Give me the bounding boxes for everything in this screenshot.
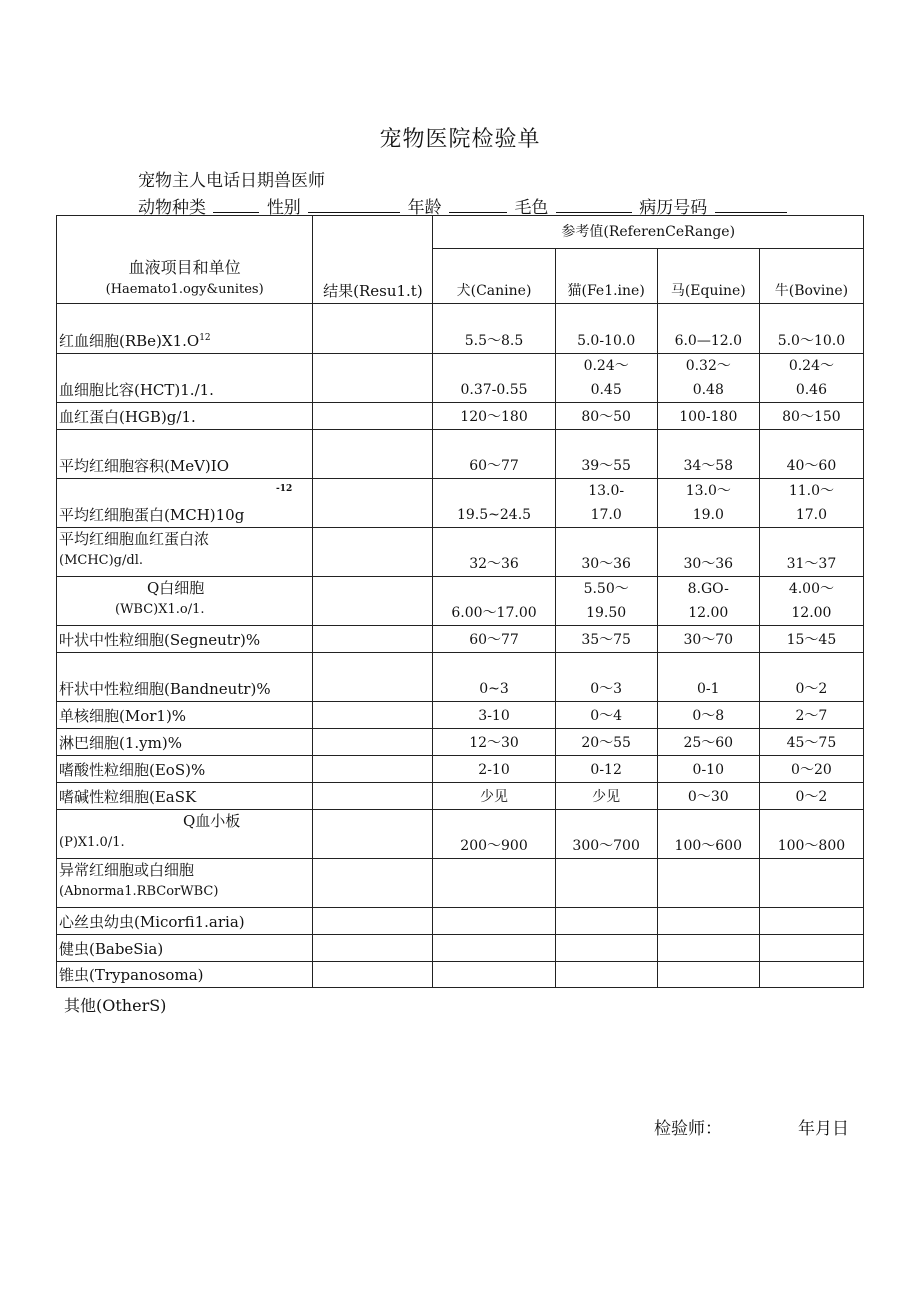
ref-equine-value: 100～600: [674, 838, 742, 854]
result-cell[interactable]: [313, 908, 433, 935]
record-field[interactable]: [715, 196, 787, 213]
ref-equine: [657, 653, 759, 702]
age-label: 年龄: [407, 198, 442, 218]
row-item-name-text: 单核细胞(Mor1)%: [59, 707, 187, 725]
ref-feline: [555, 859, 657, 908]
result-cell[interactable]: [313, 702, 433, 729]
ref-equine: [657, 430, 759, 479]
row-item-name-text: 红血细胞(RBe)X1.O: [59, 332, 200, 350]
ref-feline: [555, 304, 657, 354]
sex-label: 性别: [266, 198, 301, 218]
ref-equine-bottom: 12.00: [688, 605, 729, 621]
result-cell[interactable]: [313, 577, 433, 626]
date-label: 年月日: [798, 1119, 849, 1139]
row-item-name: [57, 962, 313, 988]
ref-bovine: [759, 430, 863, 479]
row-item-name-top: 平均红细胞血红蛋白浓: [59, 530, 210, 548]
ref-equine-value: 30～70: [683, 632, 734, 648]
result-cell[interactable]: [313, 653, 433, 702]
ref-canine: [433, 783, 555, 810]
ref-bovine: [759, 935, 863, 962]
header-item-en: (Haemato1.ogy&unites): [105, 282, 264, 297]
ref-bovine-value: 40～60: [786, 458, 837, 474]
ref-equine: [657, 935, 759, 962]
ref-equine: [657, 479, 759, 528]
table-row: [57, 810, 864, 859]
species-field[interactable]: [213, 196, 259, 213]
header-feline: 猫(Fe1.ine): [555, 249, 657, 304]
result-cell[interactable]: [313, 430, 433, 479]
age-field[interactable]: [449, 196, 507, 213]
ref-feline: [555, 430, 657, 479]
ref-equine: [657, 403, 759, 430]
ref-bovine-value: 5.0～10.0: [777, 333, 846, 349]
result-cell[interactable]: [313, 962, 433, 988]
row-item-name-bottom: (Abnorma1.RBCorWBC): [59, 884, 219, 899]
row-item-name: [57, 577, 313, 626]
ref-equine-bottom: 0.48: [692, 382, 724, 398]
table-row: [57, 908, 864, 935]
row-item-name: [57, 729, 313, 756]
row-item-name-text: 心丝虫幼虫(Micorfi1.aria): [59, 913, 245, 931]
row-item-name: [57, 810, 313, 859]
ref-equine: [657, 304, 759, 354]
ref-bovine: [759, 479, 863, 528]
ref-equine-value: 6.0—12.0: [674, 333, 742, 349]
ref-bovine: [759, 403, 863, 430]
row-item-name-text: 嗜酸性粒细胞(EoS)%: [59, 761, 206, 779]
row-item-name: [57, 756, 313, 783]
ref-bovine-value: 2～7: [795, 708, 828, 724]
ref-feline: [555, 403, 657, 430]
ref-bovine: [759, 702, 863, 729]
ref-feline: [555, 702, 657, 729]
ref-bovine: [759, 729, 863, 756]
row-item-name-top: Q血小板: [183, 812, 241, 830]
ref-feline-value: 少见: [592, 789, 621, 805]
ref-equine: [657, 783, 759, 810]
color-label: 毛色: [514, 198, 549, 218]
row-item-name: [57, 479, 313, 528]
ref-bovine: [759, 908, 863, 935]
ref-bovine: [759, 810, 863, 859]
row-item-name-text: 淋巴细胞(1.ym)%: [59, 734, 182, 752]
ref-equine: [657, 577, 759, 626]
ref-canine: [433, 702, 555, 729]
ref-equine-value: 25～60: [683, 735, 734, 751]
ref-bovine: [759, 304, 863, 354]
ref-bovine-value: 15～45: [786, 632, 837, 648]
ref-equine: [657, 859, 759, 908]
row-item-name: [57, 354, 313, 403]
ref-bovine-top: 11.0～: [788, 483, 834, 499]
ref-feline: [555, 577, 657, 626]
ref-bovine: [759, 626, 863, 653]
ref-equine-value: 0～30: [687, 789, 729, 805]
ref-bovine: [759, 577, 863, 626]
ref-feline-value: 30～36: [581, 556, 631, 572]
row-item-name-text: 锥虫(Trypanosoma): [59, 966, 204, 984]
ref-canine: [433, 430, 555, 479]
ref-canine: [433, 479, 555, 528]
ref-equine: [657, 908, 759, 935]
result-cell[interactable]: [313, 528, 433, 577]
ref-canine: [433, 653, 555, 702]
result-cell[interactable]: [313, 479, 433, 528]
ref-equine-top: 0.32～: [685, 358, 731, 374]
ref-equine: [657, 354, 759, 403]
ref-canine-value: 少见: [480, 789, 509, 805]
header-item-label: 血液项目和单位: [128, 258, 241, 277]
ref-equine: [657, 528, 759, 577]
ref-canine: [433, 354, 555, 403]
ref-bovine-value: 45～75: [786, 735, 837, 751]
ref-canine: [433, 403, 555, 430]
ref-canine: [433, 304, 555, 354]
header-bovine: 牛(Bovine): [759, 249, 863, 304]
ref-canine: [433, 756, 555, 783]
result-cell[interactable]: [313, 783, 433, 810]
ref-bovine: [759, 354, 863, 403]
ref-feline-value: 300～700: [572, 838, 640, 854]
ref-canine-value: 19.5~24.5: [456, 507, 532, 523]
ref-canine: [433, 908, 555, 935]
ref-canine: [433, 577, 555, 626]
ref-bovine-bottom: 0.46: [795, 382, 827, 398]
row-item-name: [57, 403, 313, 430]
ref-feline: [555, 528, 657, 577]
blood-test-table: [56, 215, 864, 988]
ref-bovine-value: 80～150: [782, 409, 841, 425]
record-label: 病历号码: [639, 198, 708, 218]
table-row: [57, 962, 864, 988]
ref-canine: [433, 859, 555, 908]
row-item-name-text: 平均红细胞容积(MeV)IO: [59, 457, 229, 475]
ref-equine-value: 0-10: [692, 762, 724, 778]
header-equine: 马(Equine): [657, 249, 759, 304]
ref-feline-top: 0.24～: [583, 358, 629, 374]
ref-equine: [657, 756, 759, 783]
ref-equine-value: 0～8: [692, 708, 725, 724]
ref-feline: [555, 354, 657, 403]
row-item-name-text: 血红蛋白(HGB)g/1.: [59, 408, 196, 426]
row-item-name-text: 嗜碱性粒细胞(EaSK: [59, 788, 197, 806]
ref-bovine: [759, 962, 863, 988]
row-item-name: [57, 528, 313, 577]
ref-canine: [433, 935, 555, 962]
ref-bovine: [759, 859, 863, 908]
ref-equine-bottom: 19.0: [692, 507, 724, 523]
ref-feline-value: 39～55: [581, 458, 631, 474]
row-item-name-text: 健虫(BabeSia): [59, 940, 164, 958]
color-field[interactable]: [556, 196, 632, 213]
ref-canine: [433, 810, 555, 859]
ref-feline-value: 80～50: [581, 409, 631, 425]
row-item-name: [57, 626, 313, 653]
ref-equine: [657, 626, 759, 653]
ref-bovine-value: 0～2: [795, 681, 828, 697]
ref-bovine: [759, 653, 863, 702]
row-item-name: [57, 783, 313, 810]
others-label: 其他(OtherS): [64, 996, 167, 1015]
row-item-name-bottom: (WBC)X1.o/1.: [115, 602, 205, 617]
ref-equine-value: 34～58: [683, 458, 734, 474]
result-cell[interactable]: [313, 859, 433, 908]
row-item-exponent: 12: [199, 333, 211, 343]
table-row: [57, 859, 864, 908]
result-cell[interactable]: [313, 729, 433, 756]
ref-canine-value: 5.5～8.5: [464, 333, 524, 349]
row-item-name: [57, 702, 313, 729]
ref-bovine-value: 0～2: [795, 789, 828, 805]
sex-field[interactable]: [308, 196, 400, 213]
ref-canine-value: 2-10: [478, 762, 510, 778]
table-row: [57, 783, 864, 810]
result-cell[interactable]: [313, 354, 433, 403]
table-row: [57, 528, 864, 577]
ref-equine-top: 8.GO-: [687, 581, 729, 597]
ref-bovine: [759, 783, 863, 810]
ref-equine-top: 13.0～: [685, 483, 731, 499]
ref-equine: [657, 729, 759, 756]
table-row: [57, 756, 864, 783]
ref-canine-value: 32～36: [469, 556, 519, 572]
result-cell[interactable]: [313, 935, 433, 962]
ref-feline-value: 0～3: [590, 681, 623, 697]
ref-feline-value: 5.0-10.0: [577, 333, 636, 349]
table-row: [57, 935, 864, 962]
result-cell[interactable]: [313, 756, 433, 783]
ref-bovine-value: 0～20: [791, 762, 832, 778]
ref-equine-value: 30～36: [683, 556, 734, 572]
ref-feline-value: 20～55: [581, 735, 631, 751]
ref-feline: [555, 908, 657, 935]
ref-canine-value: 200～900: [460, 838, 528, 854]
ref-canine: [433, 729, 555, 756]
header-item: [57, 216, 313, 304]
row-item-name: [57, 430, 313, 479]
row-item-name-bottom: (P)X1.0/1.: [59, 835, 125, 850]
ref-equine: [657, 702, 759, 729]
table-row: [57, 653, 864, 702]
ref-feline: [555, 962, 657, 988]
table-row: [57, 577, 864, 626]
ref-feline-bottom: 0.45: [590, 382, 622, 398]
ref-bovine-bottom: 12.00: [791, 605, 832, 621]
ref-feline-top: 5.50～: [583, 581, 629, 597]
ref-bovine-bottom: 17.0: [795, 507, 827, 523]
ref-feline-bottom: 19.50: [586, 605, 627, 621]
ref-feline: [555, 935, 657, 962]
ref-bovine-top: 0.24～: [788, 358, 834, 374]
row-item-name-text: 叶状中性粒细胞(Segneutr)%: [59, 631, 261, 649]
ref-feline: [555, 479, 657, 528]
row-item-name-top: 异常红细胞或白细胞: [59, 861, 195, 879]
page-title: 宠物医院检验单: [379, 127, 541, 152]
ref-canine-value: 60～77: [469, 458, 519, 474]
ref-feline-top: 13.0-: [588, 483, 625, 499]
ref-bovine-value: 100～800: [777, 838, 846, 854]
table-row: [57, 430, 864, 479]
ref-equine: [657, 962, 759, 988]
result-cell[interactable]: [313, 810, 433, 859]
row-item-name-text: 血细胞比容(HCT)1./1.: [59, 381, 214, 399]
ref-canine-value: 0~3: [479, 681, 509, 697]
row-item-name-top: Q白细胞: [147, 579, 205, 597]
row-item-name: [57, 653, 313, 702]
ref-bovine: [759, 756, 863, 783]
ref-bovine: [759, 528, 863, 577]
row-item-name: [57, 935, 313, 962]
result-cell[interactable]: [313, 403, 433, 430]
table-row: [57, 702, 864, 729]
ref-bovine-top: 4.00～: [788, 581, 834, 597]
row-item-exponent: -12: [276, 484, 293, 494]
ref-canine-value: 12～30: [469, 735, 519, 751]
row-item-name-text: 平均红细胞蛋白(MCH)10g: [59, 506, 245, 524]
table-row: [57, 403, 864, 430]
result-cell[interactable]: [313, 626, 433, 653]
ref-canine-value: 60～77: [469, 632, 519, 648]
ref-canine-value: 3-10: [478, 708, 510, 724]
result-cell[interactable]: [313, 304, 433, 354]
table-row: [57, 304, 864, 354]
row-item-name: [57, 859, 313, 908]
ref-canine-value: 0.37-0.55: [460, 382, 528, 398]
ref-feline-value: 0-12: [590, 762, 622, 778]
row-item-name: [57, 304, 313, 354]
header-reference: 参考值(ReferenCeRange): [433, 216, 864, 249]
table-row: [57, 626, 864, 653]
header-canine: 犬(Canine): [433, 249, 555, 304]
ref-feline-bottom: 17.0: [590, 507, 622, 523]
ref-feline-value: 0～4: [590, 708, 623, 724]
row-item-name-text: 杆状中性粒细胞(Bandneutr)%: [59, 680, 271, 698]
owner-info-line: 宠物主人电话日期兽医师: [138, 171, 325, 191]
row-item-name: [57, 908, 313, 935]
ref-canine-value: 6.00～17.00: [451, 605, 537, 621]
table-row: [57, 479, 864, 528]
ref-feline: [555, 626, 657, 653]
ref-feline: [555, 810, 657, 859]
ref-canine: [433, 962, 555, 988]
ref-canine-value: 120～180: [460, 409, 528, 425]
row-item-name-bottom: (MCHC)g/dl.: [59, 553, 143, 568]
ref-bovine-value: 31～37: [786, 556, 837, 572]
ref-feline: [555, 653, 657, 702]
ref-canine: [433, 528, 555, 577]
ref-feline: [555, 729, 657, 756]
inspector-label: 检验师：: [654, 1119, 722, 1139]
ref-equine-value: 100-180: [679, 409, 738, 425]
table-row: [57, 729, 864, 756]
species-label: 动物种类: [138, 198, 206, 218]
ref-feline: [555, 756, 657, 783]
ref-feline-value: 35～75: [581, 632, 631, 648]
header-result: 结果(Resu1.t): [313, 216, 433, 304]
ref-equine: [657, 810, 759, 859]
ref-canine: [433, 626, 555, 653]
table-row: [57, 354, 864, 403]
ref-feline: [555, 783, 657, 810]
ref-equine-value: 0-1: [697, 681, 720, 697]
